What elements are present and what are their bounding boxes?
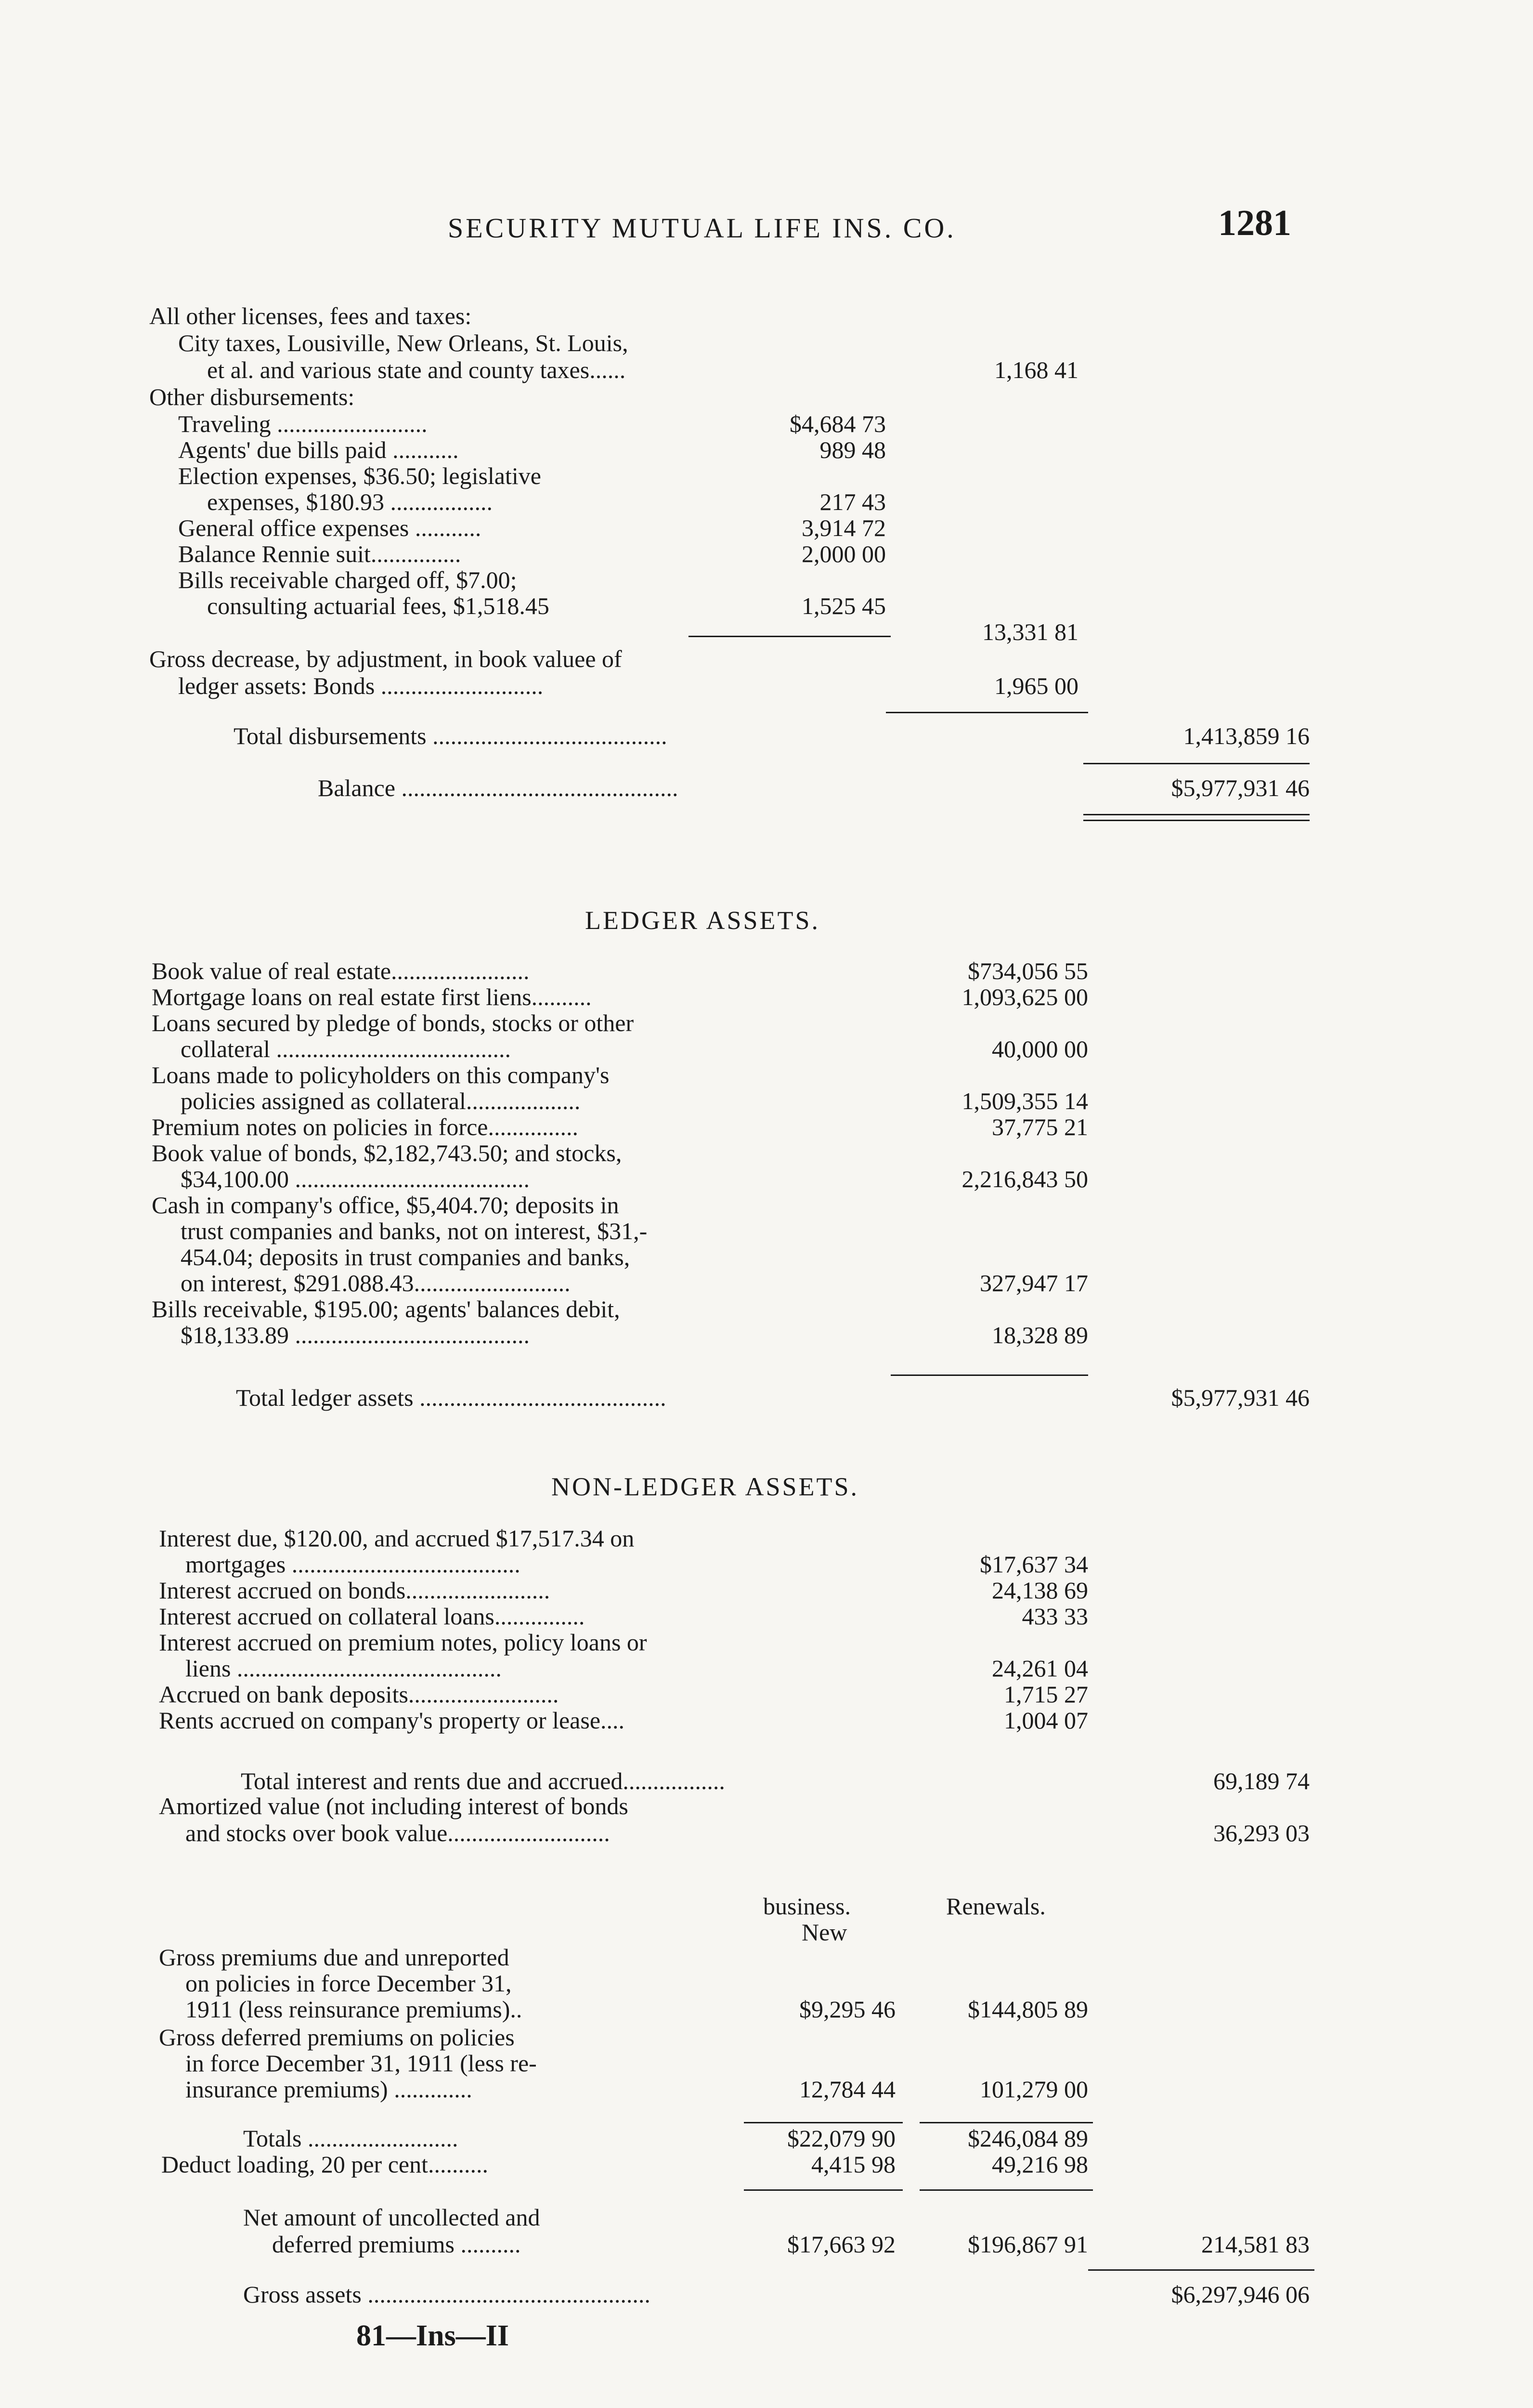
balance-label: Balance .............................................. — [318, 774, 678, 801]
amortized-value: 36,293 03 — [1213, 1819, 1310, 1846]
balance-value: $5,977,931 46 — [1171, 774, 1310, 801]
column-renewals: Renewals. — [946, 1893, 1046, 1920]
other-disbursement-line: Traveling ......................... — [178, 410, 428, 437]
ledger-asset-line: trust companies and banks, not on interest, $31,- — [181, 1217, 648, 1244]
non-ledger-asset-line: Rents accrued on company's property or lease.... — [159, 1707, 625, 1734]
total-disbursements-label: Total disbursements ....................................... — [234, 722, 667, 749]
total-interest-label: Total interest and rents due and accrued................. — [241, 1767, 725, 1794]
premium-row-new: $9,295 46 — [799, 1996, 896, 2023]
total-disbursements-value: 1,413,859 16 — [1183, 722, 1310, 749]
city-taxes-line-2: et al. and various state and county taxes...... — [207, 356, 626, 383]
loading-new: 4,415 98 — [811, 2151, 896, 2178]
other-disbursements-heading: Other disbursements: — [149, 383, 355, 410]
ledger-asset-value: $734,056 55 — [968, 957, 1088, 984]
net-total: 214,581 83 — [1201, 2231, 1310, 2258]
premiums-new-rule — [744, 2122, 903, 2123]
other-disbursement-line: Election expenses, $36.50; legislative — [178, 462, 541, 489]
ledger-asset-line: Cash in company's office, $5,404.70; deposits in — [152, 1191, 619, 1218]
ledger-asset-value: 40,000 00 — [992, 1035, 1088, 1062]
non-ledger-asset-line: liens ............................................ — [185, 1655, 502, 1682]
net-total-rule — [1088, 2269, 1314, 2271]
premium-row-new: 12,784 44 — [799, 2076, 896, 2103]
ledger-asset-line: Book value of bonds, $2,182,743.50; and stocks, — [152, 1139, 622, 1166]
ledger-asset-value: 1,093,625 00 — [961, 983, 1088, 1010]
gross-decrease-line-2: ledger assets: Bonds ........................... — [178, 672, 544, 699]
page-header-title: SECURITY MUTUAL LIFE INS. CO. — [448, 212, 956, 244]
total-ledger-assets-value: $5,977,931 46 — [1171, 1384, 1310, 1411]
non-ledger-asset-line: Interest accrued on bonds........................ — [159, 1577, 550, 1604]
gross-assets-value: $6,297,946 06 — [1171, 2281, 1310, 2308]
other-disbursement-line: Agents' due bills paid ........... — [178, 436, 459, 463]
ledger-asset-value: 18,328 89 — [992, 1322, 1088, 1348]
gross-decrease-value: 1,965 00 — [994, 672, 1078, 699]
loading-new-rule — [744, 2189, 903, 2191]
ledger-asset-line: collateral ....................................... — [181, 1035, 511, 1062]
ledger-asset-line: $34,100.00 ....................................... — [181, 1165, 530, 1192]
other-disbursement-value: 989 48 — [819, 436, 886, 463]
ledger-asset-line: Bills receivable, $195.00; agents' balances debit, — [152, 1296, 620, 1322]
page-number: 1281 — [1218, 203, 1291, 243]
other-disbursement-line: Bills receivable charged off, $7.00; — [178, 566, 517, 593]
premiums-renewals-rule — [920, 2122, 1093, 2123]
amortized-line-1: Amortized value (not including interest of bonds — [159, 1793, 628, 1819]
ledger-assets-title: LEDGER ASSETS. — [585, 906, 820, 935]
totals-label: Totals ......................... — [243, 2125, 458, 2152]
other-disbursement-line: consulting actuarial fees, $1,518.45 — [207, 592, 549, 619]
page-signature: 81—Ins—II — [356, 2319, 509, 2352]
ledger-asset-line: Loans secured by pledge of bonds, stocks or other — [152, 1009, 634, 1036]
other-disbursement-line: General office expenses ........... — [178, 514, 481, 541]
premium-row-renewals: $144,805 89 — [968, 1996, 1088, 2023]
ledger-asset-line: Book value of real estate....................... — [152, 957, 530, 984]
totals-new: $22,079 90 — [787, 2125, 896, 2152]
other-disbursement-value: 217 43 — [819, 488, 886, 515]
premium-row-renewals: 101,279 00 — [980, 2076, 1088, 2103]
column-new-business-line-1: business. — [763, 1893, 851, 1920]
city-taxes-value: 1,168 41 — [994, 356, 1078, 383]
net-new: $17,663 92 — [787, 2231, 896, 2258]
other-disbursement-line: Balance Rennie suit............... — [178, 540, 461, 567]
ledger-asset-value: 2,216,843 50 — [961, 1165, 1088, 1192]
balance-double-rule-1 — [1083, 814, 1310, 815]
other-disbursement-line: expenses, $180.93 ................. — [207, 488, 493, 515]
other-disbursement-value: 3,914 72 — [802, 514, 886, 541]
ledger-asset-value: 327,947 17 — [980, 1269, 1088, 1296]
loading-renewals: 49,216 98 — [992, 2151, 1088, 2178]
totals-renewals: $246,084 89 — [968, 2125, 1088, 2152]
non-ledger-asset-value: $17,637 34 — [980, 1551, 1088, 1578]
ledger-asset-value: 1,509,355 14 — [961, 1087, 1088, 1114]
amortized-line-2: and stocks over book value........................... — [185, 1819, 610, 1846]
other-disbursement-value: 1,525 45 — [802, 592, 886, 619]
gross-assets-label: Gross assets ............................................... — [243, 2281, 650, 2308]
total-disbursements-rule — [1083, 763, 1310, 764]
net-renewals: $196,867 91 — [968, 2231, 1088, 2258]
premium-row-line: insurance premiums) ............. — [185, 2076, 472, 2103]
non-ledger-asset-value: 1,004 07 — [1004, 1707, 1088, 1734]
non-ledger-asset-value: 24,261 04 — [992, 1655, 1088, 1682]
disbursements-rule — [886, 712, 1088, 713]
other-licenses-heading: All other licenses, fees and taxes: — [149, 302, 472, 329]
ledger-asset-line: on interest, $291.088.43.......................... — [181, 1269, 571, 1296]
ledger-asset-line: Loans made to policyholders on this company's — [152, 1061, 610, 1088]
premium-row-line: 1911 (less reinsurance premiums).. — [185, 1996, 522, 2023]
balance-double-rule-2 — [1083, 820, 1310, 821]
other-disbursement-value: 2,000 00 — [802, 540, 886, 567]
ledger-asset-line: policies assigned as collateral................... — [181, 1087, 581, 1114]
ledger-assets-rule — [891, 1374, 1088, 1376]
loading-label: Deduct loading, 20 per cent.......... — [161, 2151, 488, 2178]
ledger-asset-line: $18,133.89 ....................................... — [181, 1322, 530, 1348]
ledger-asset-value: 37,775 21 — [992, 1113, 1088, 1140]
total-interest-value: 69,189 74 — [1213, 1767, 1310, 1794]
non-ledger-asset-value: 24,138 69 — [992, 1577, 1088, 1604]
column-new-business-line-2: New — [802, 1919, 847, 1946]
premium-row-line: on policies in force December 31, — [185, 1970, 512, 1997]
loading-renewals-rule — [920, 2189, 1093, 2191]
non-ledger-asset-line: Interest due, $120.00, and accrued $17,517.34 on — [159, 1525, 635, 1552]
other-disbursements-rule — [689, 636, 891, 637]
non-ledger-asset-value: 433 33 — [1022, 1603, 1088, 1630]
ledger-asset-line: Mortgage loans on real estate first liens.......... — [152, 983, 592, 1010]
city-taxes-line-1: City taxes, Lousiville, New Orleans, St. Louis, — [178, 329, 628, 356]
non-ledger-asset-line: Interest accrued on collateral loans............... — [159, 1603, 585, 1630]
gross-decrease-line-1: Gross decrease, by adjustment, in book valuee of — [149, 645, 622, 672]
non-ledger-asset-line: mortgages ...................................... — [185, 1551, 520, 1578]
ledger-asset-line: 454.04; deposits in trust companies and banks, — [181, 1243, 630, 1270]
net-amount-line-1: Net amount of uncollected and — [243, 2204, 540, 2231]
premium-row-line: Gross premiums due and unreported — [159, 1944, 509, 1971]
premium-row-line: in force December 31, 1911 (less re- — [185, 2050, 537, 2077]
non-ledger-assets-title: NON-LEDGER ASSETS. — [551, 1472, 859, 1501]
premium-row-line: Gross deferred premiums on policies — [159, 2024, 515, 2051]
non-ledger-asset-line: Accrued on bank deposits......................... — [159, 1681, 559, 1708]
ledger-asset-line: Premium notes on policies in force............... — [152, 1113, 578, 1140]
net-amount-line-2: deferred premiums .......... — [272, 2231, 521, 2258]
non-ledger-asset-line: Interest accrued on premium notes, policy loans or — [159, 1629, 647, 1656]
other-disbursement-value: $4,684 73 — [790, 410, 886, 437]
non-ledger-asset-value: 1,715 27 — [1004, 1681, 1088, 1708]
total-ledger-assets-label: Total ledger assets ......................................... — [236, 1384, 666, 1411]
other-disbursements-total: 13,331 81 — [982, 618, 1078, 645]
